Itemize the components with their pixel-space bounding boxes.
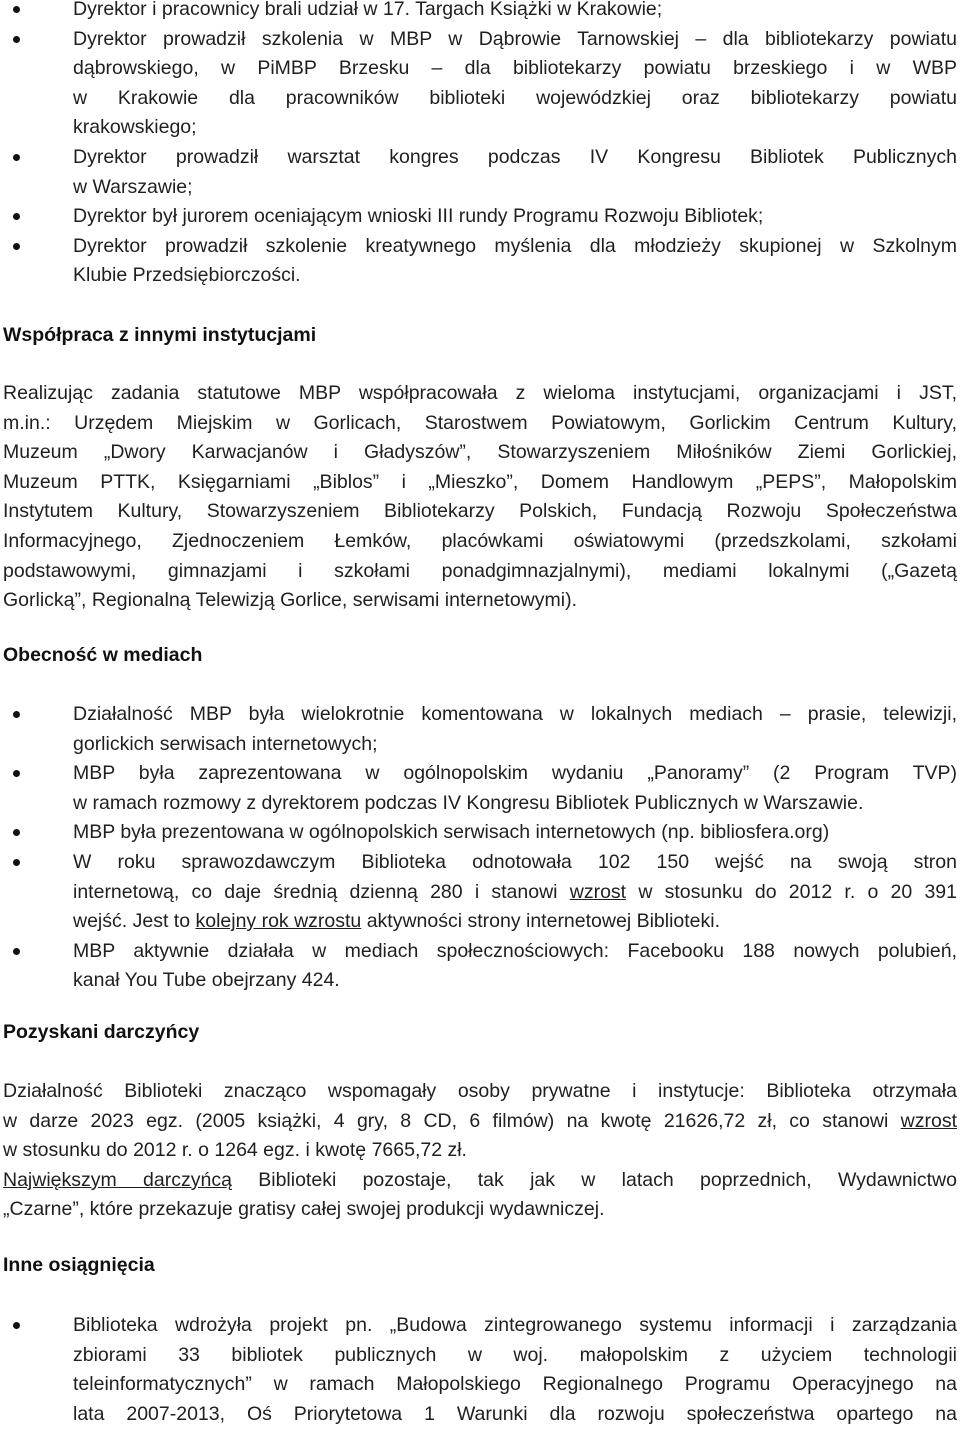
donors-paragraph: Działalność Biblioteki znacząco wspomagały osoby prywatne i instytucje: Biblioteka otrzymała w darze 2023 egz. (2005 książki, 4 gry, 8 CD, 6 filmów) na kwotę 21626,72 zł, co stanowi wzrost w stosunku do 2012 r. o 1264 egz. i kwotę 7665,72 zł. Największym darczyńcą Biblioteki pozostaje, tak jak w latach poprzednich, Wydawnictwo „Czarne”, które przekazuje gratisy całej swojej produkcji wydawniczej.: [3, 1080, 957, 1221]
list-item: MBP była zaprezentowana w ogólnopolskim wydaniu „Panoramy” (2 Program TVP) w ramach rozmowy z dyrektorem podczas IV Kongresu Bibliotek Publicznych w Warszawie.: [0, 759, 960, 818]
cooperation-heading: Współpraca z innymi instytucjami: [3, 324, 317, 346]
staff-activities-list: [0, 0, 960, 291]
list-item: Dyrektor i pracownicy brali udział w 17. Targach Książki w Krakowie;: [0, 0, 960, 25]
list-item: W roku sprawozdawczym Biblioteka odnotowała 102 150 wejść na swoją stron internetową, co daje średnią dzienną 280 i stanowi wzrost w stosunku do 2012 r. o 20 391 wejść. Jest to kolejny rok wzrostu aktywności strony internetowej Biblioteki.: [0, 848, 960, 937]
donors-heading: Pozyskani darczyńcy: [3, 1021, 200, 1043]
other-achievements-list: [0, 1311, 960, 1429]
list-item: Biblioteka wdrożyła projekt pn. „Budowa zintegrowanego systemu informacji i zarządzania zbiorami 33 bibliotek publicznych w woj. małopolskim z użyciem technologii teleinformatycznych” w ramach Małopolskiego Regionalnego Programu Operacyjnego na lata 2007-2013, Oś Priorytetowa 1 Warunki dla rozwoju społeczeństwa opartego na: [0, 1311, 960, 1429]
list-item: MBP aktywnie działała w mediach społecznościowych: Facebooku 188 nowych polubień, kanał You Tube obejrzany 424.: [0, 937, 960, 996]
media-heading: Obecność w mediach: [3, 644, 203, 666]
list-item: Dyrektor prowadził warsztat kongres podczas IV Kongresu Bibliotek Publicznych w Warszawie;: [0, 143, 960, 202]
list-item: Dyrektor był jurorem oceniającym wnioski III rundy Programu Rozwoju Bibliotek;: [0, 202, 960, 232]
cooperation-paragraph: Realizując zadania statutowe MBP współpracowała z wieloma instytucjami, organizacjami i JST, m.in.: Urzędem Miejskim w Gorlicach, Starostwem Powiatowym, Gorlickim Centrum Kultury, Muzeum „Dwory Karwacjanów i Gładyszów”, Stowarzyszeniem Miłośników Ziemi Gorlickiej, Muzeum PTTK, Księgarniami „Biblos” i „Mieszko”, Domem Handlowym „PEPS”, Małopolskim Instytutem Kultury, Stowarzyszeniem Bibliotekarzy Polskich, Fundacją Rozwoju Społeczeństwa Informacyjnego, Zjednoczeniem Łemków, placówkami oświatowymi (przedszkolami, szkołami podstawowymi, gimnazjami i szkołami ponadgimnazjalnymi), mediami lokalnymi („Gazetą Gorlicką”, Regionalną Telewizją Gorlice, serwisami internetowymi).: [3, 382, 957, 612]
media-list: [0, 700, 960, 996]
other-achievements-heading: Inne osiągnięcia: [3, 1254, 155, 1276]
list-item: Dyrektor prowadził szkolenie kreatywnego myślenia dla młodzieży skupionej w Szkolnym Klubie Przedsiębiorczości.: [0, 232, 960, 291]
list-item: MBP była prezentowana w ogólnopolskich serwisach internetowych (np. bibliosfera.org): [0, 818, 960, 848]
list-item: Dyrektor prowadził szkolenia w MBP w Dąbrowie Tarnowskiej – dla bibliotekarzy powiatu dąbrowskiego, w PiMBP Brzesku – dla bibliotekarzy powiatu brzeskiego i w WBP w Krakowie dla pracowników biblioteki wojewódzkiej oraz bibliotekarzy powiatu krakowskiego;: [0, 25, 960, 143]
list-item: Działalność MBP była wielokrotnie komentowana w lokalnych mediach – prasie, telewizji, gorlickich serwisach internetowych;: [0, 700, 960, 759]
